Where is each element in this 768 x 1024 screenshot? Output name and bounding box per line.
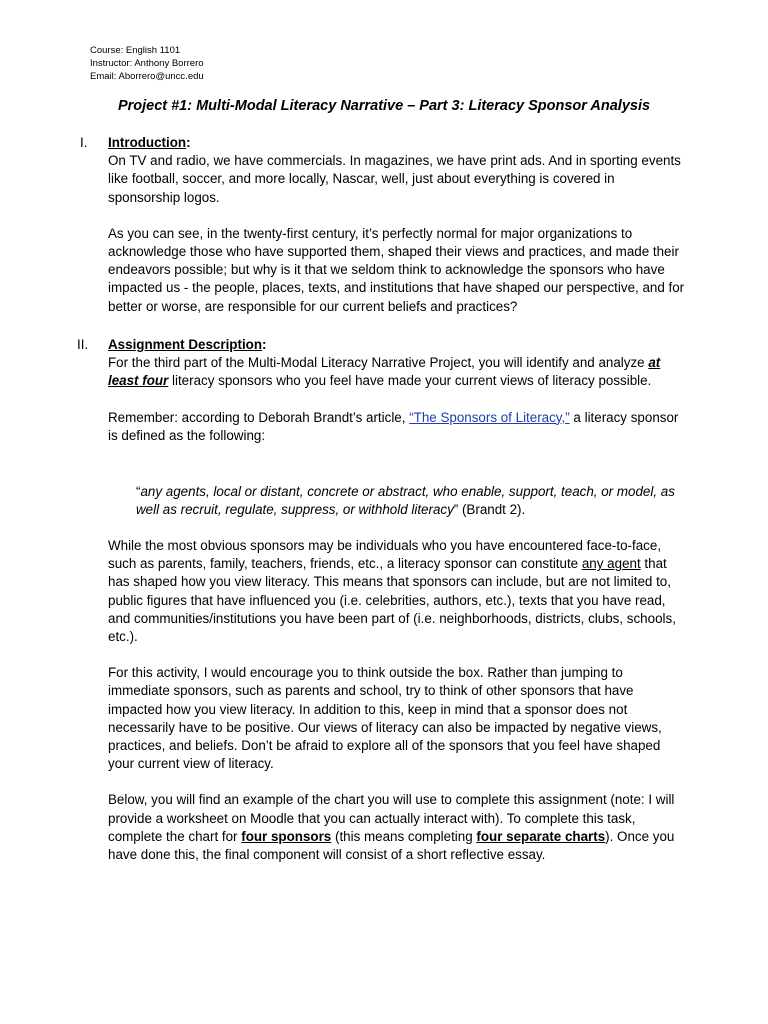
- assignment-paragraph-4: For this activity, I would encourage you to think outside the box. Rather than jumping to immediate sponsors, such as parents and school, try to think of other sponsors that have impacted how you view literacy. In addition to this, keep in mind that a sponsor does not necessarily have to be positive. Our views of literacy can also be impacted by negative views, practices, and beliefs. Don’t be afraid to explore all of the sponsors that you feel have shaped your current view of literacy.: [108, 665, 662, 772]
- any-agent-emphasis: any agent: [581, 556, 641, 572]
- introduction-paragraph-2: As you can see, in the twenty-first century, it’s perfectly normal for major organizations to acknowledge those who have supported them, shaped their views and practices, and made their endeavors possible; but why is it that we seldom think to acknowledge the sponsors who have impacted us - the people, places, texts, and institutions that have shaped our perspective, and for better or worse, are responsible for our current beliefs and practices?: [108, 225, 685, 314]
- course-line: Course: English 1101: [90, 45, 181, 56]
- document-title: Project #1: Multi-Modal Literacy Narrative – Part 3: Literacy Sponsor Analysis: [117, 98, 651, 114]
- at-least-four-emphasis: at least four: [108, 355, 661, 389]
- assignment-paragraph-3: While the most obvious sponsors may be individuals who you have encountered face-to-face, such as parents, family, teachers, friends, etc., a literacy sponsor can constitute any agent that has shaped how you view literacy. This means that sponsors can include, but are not limited to, public figures that have influenced you (i.e. celebrities, authors, etc.), texts that you have read, and communities/institutions you have been part of (i.e. neighborhoods, districts, clubs, schools, etc.).: [108, 538, 676, 645]
- course-info: [90, 44, 204, 83]
- section-assignment-description: [108, 336, 688, 445]
- assignment-paragraph-5: Below, you will find an example of the chart you will use to complete this assignment (note: I will provide a worksheet on Moodle that you can actually interact with). To complete this task, complete the chart for four sponsors (this means completing four separate charts). Once you have done this, the final component will consist of a short reflective essay.: [108, 792, 675, 863]
- section-introduction: [108, 134, 688, 316]
- four-separate-charts-emphasis: four separate charts: [476, 828, 606, 844]
- instructor-line: Instructor: Anthony Borrero: [90, 58, 204, 69]
- introduction-heading: Introduction:: [108, 135, 191, 150]
- assignment-paragraph-2: Remember: according to Deborah Brandt’s article, “The Sponsors of Literacy,” a literacy sponsor is defined as the following:: [108, 409, 679, 443]
- section-1-numeral: I.: [80, 135, 88, 150]
- four-sponsors-emphasis: four sponsors: [241, 828, 332, 844]
- sponsors-of-literacy-link[interactable]: “The Sponsors of Literacy,”: [409, 409, 570, 425]
- section-2-numeral: II.: [77, 337, 89, 352]
- introduction-paragraph-1: On TV and radio, we have commercials. In magazines, we have print ads. And in sporting events like football, soccer, and more locally, Nascar, well, just about everything is covered in sponsorship logos.: [108, 153, 681, 205]
- brandt-quote: “any agents, local or distant, concrete or abstract, who enable, support, teach, or model, as well as recruit, regulate, suppress, or withhold literacy” (Brandt 2).: [136, 484, 675, 518]
- assignment-heading: Assignment Description:: [108, 337, 267, 352]
- email-line: Email: Aborrero@uncc.edu: [90, 71, 204, 82]
- assignment-paragraph-1: For the third part of the Multi-Modal Literacy Narrative Project, you will identify and analyze at least four literacy sponsors who you feel have made your current views of literacy possible.: [108, 355, 661, 389]
- section-assignment-continued: [108, 537, 688, 864]
